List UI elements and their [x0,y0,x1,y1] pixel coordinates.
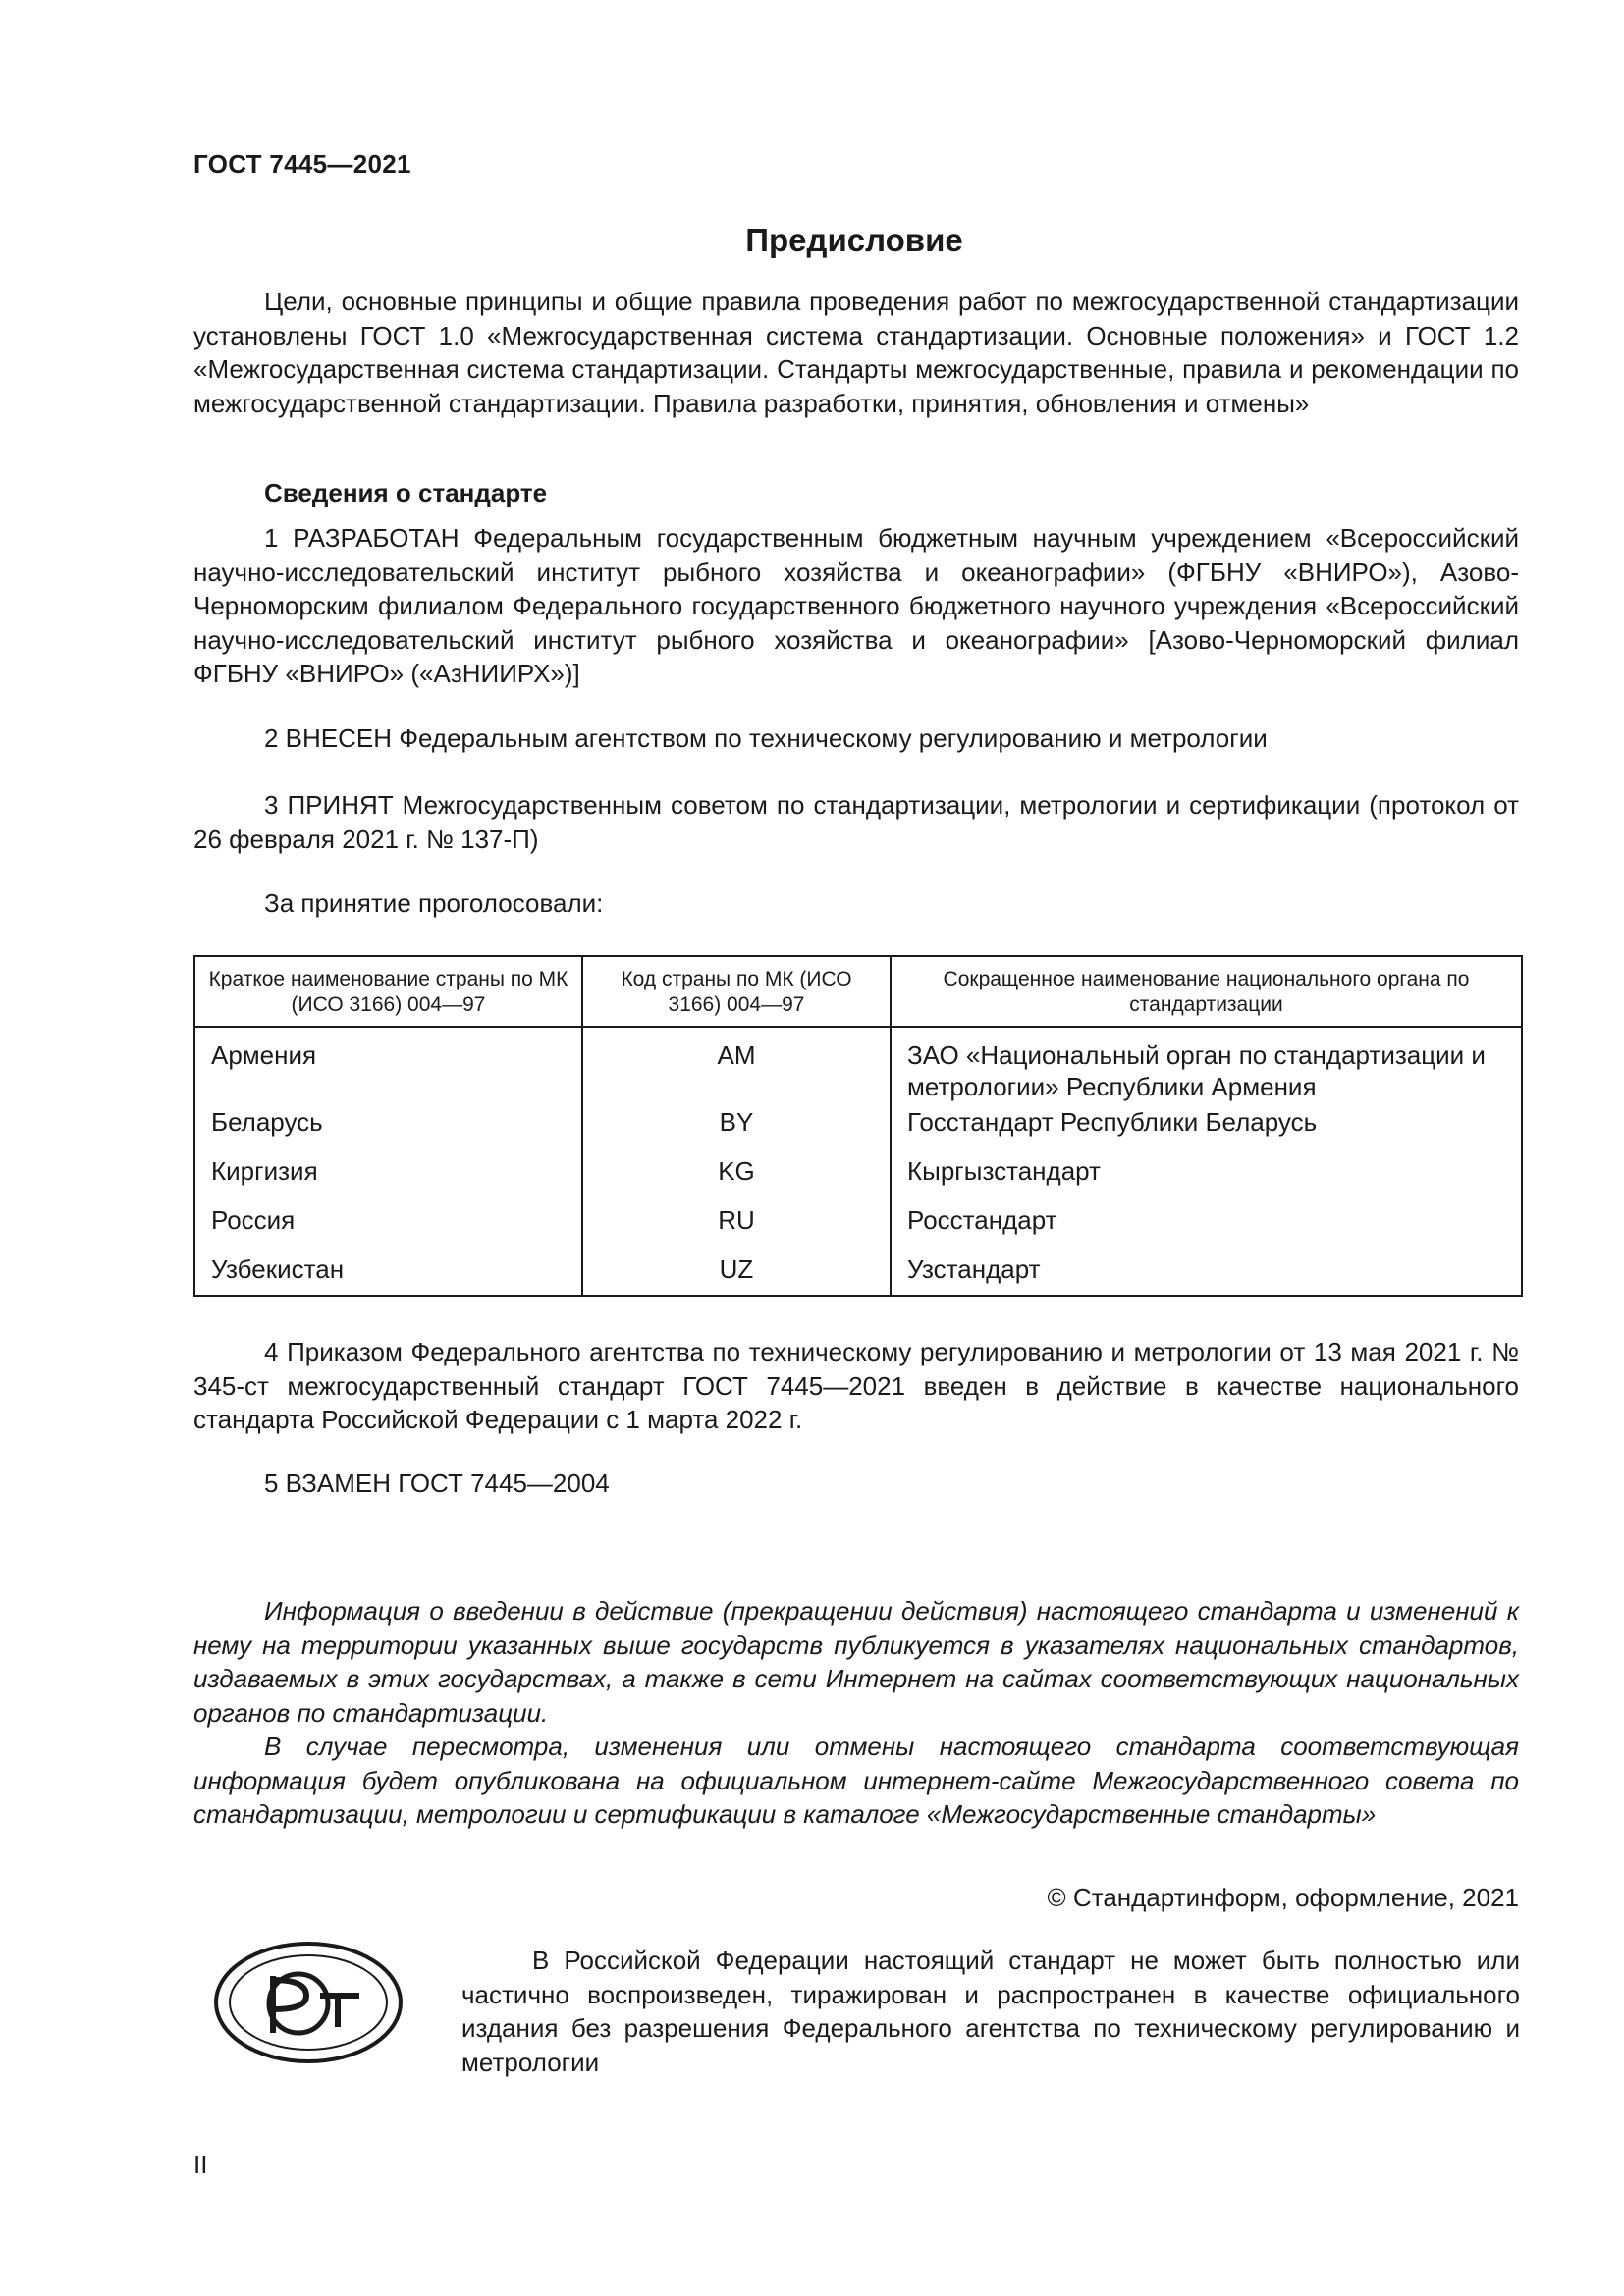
item-adopted-text: 3 ПРИНЯТ Межгосударственным советом по стандартизации, метрологии и сертификации (протокол от 26 февраля 2021 г. № 137-П) [193,790,1519,854]
item-developed-text: 1 РАЗРАБОТАН Федеральным государственным бюджетным научным учреждением «Всероссийский научно-исследовательский институт рыбного хозяйства и океанографии» (ФГБНУ «ВНИРО»), Азово-Черноморским филиалом Федерального государственного бюджетного научного учреждения «Всероссийский научно-исследовательский институт рыбного хозяйства и океанографии» [Азово-Черноморский филиал ФГБНУ «ВНИРО» («АзНИИРХ»)] [193,523,1519,688]
country-cell: Киргизия [194,1155,582,1204]
page-number: II [193,2150,208,2179]
authority-cell: Кыргызстандарт [891,1155,1522,1204]
code-cell: KG [582,1155,891,1204]
column-header-authority: Сокращенное наименование национального органа по стандартизации [891,956,1522,1027]
copyright-line: © Стандартинформ, оформление, 2021 [1047,1883,1519,1912]
authority-cell: Госстандарт Республики Беларусь [891,1106,1522,1155]
authority-cell: ЗАО «Национальный орган по стандартизации и метрологии» Республики Армения [891,1027,1522,1106]
code-cell: UZ [582,1254,891,1296]
table-row [194,1106,1522,1155]
item-introduced-text: 2 ВНЕСЕН Федеральным агентством по техническому регулированию и метрологии [264,723,1268,753]
rights-notice [461,1944,1520,2079]
table-row [194,1254,1522,1296]
document-header-id: ГОСТ 7445—2021 [193,149,411,179]
voting-countries-table [193,955,1523,1297]
code-cell: AM [582,1027,891,1106]
item-developed [193,521,1519,691]
rights-text: В Российской Федерации настоящий стандарт не может быть полностью или частично воспроизведен, тиражирован и распространен в качестве официального издания без разрешения Федерального агентства по техническому регулированию и метрологии [461,1946,1520,2077]
item-enacted [193,1335,1519,1437]
info-heading [193,476,1519,510]
item-enacted-text: 4 Приказом Федерального агентства по техническому регулированию и метрологии от 13 мая 2021 г. № 345-ст межгосударственный стандарт ГОСТ 7445—2021 введен в действие в качестве национального стандарта Российской Федерации с 1 марта 2022 г. [193,1337,1519,1434]
table-row [194,1155,1522,1204]
table-row [194,1027,1522,1106]
code-cell: BY [582,1106,891,1155]
country-cell: Узбекистан [194,1254,582,1296]
rst-certification-logo-icon [212,1939,405,2071]
country-cell: Беларусь [194,1106,582,1155]
voted-label: За принятие проголосовали: [264,888,604,918]
intro-text: Цели, основные принципы и общие правила проведения работ по межгосударственной стандартизации установлены ГОСТ 1.0 «Межгосударственная система стандартизации. Основные положения» и ГОСТ 1.2 «Межгосударственная система стандартизации. Стандарты межгосударственные, правила и рекомендации по межгосударственной стандартизации. Правила разработки, принятия, обновления и отмены» [193,287,1519,418]
country-cell: Россия [194,1204,582,1254]
notice-block [193,1594,1519,1832]
column-header-code: Код страны по МК (ИСО 3166) 004—97 [582,956,891,1027]
table-header-row [194,956,1522,1027]
authority-cell: Росстандарт [891,1204,1522,1254]
intro-paragraph [193,285,1519,420]
item-adopted [193,788,1519,856]
item-replaces: 5 ВЗАМЕН ГОСТ 7445—2004 [264,1468,610,1498]
table-row [194,1204,1522,1254]
info-heading-text: Сведения о стандарте [264,478,548,507]
rst-logo-graphic [212,1939,405,2066]
notice-paragraph-2: В случае пересмотра, изменения или отмены настоящего стандарта соответствующая информация будет опубликована на официальном интернет-сайте Межгосударственного совета по стандартизации, метрологии и сертификации в каталоге «Межгосударственные стандарты» [193,1732,1519,1829]
page-title: Предисловие [745,222,963,258]
column-header-country: Краткое наименование страны по МК (ИСО 3166) 004—97 [194,956,582,1027]
notice-paragraph-1: Информация о введении в действие (прекращении действия) настоящего стандарта и изменений к нему на территории указанных выше государств публикуется в указателях национальных стандартов, издаваемых в этих государствах, а также в сети Интернет на сайтах соответствующих национальных органов по стандартизации. [193,1596,1519,1728]
code-cell: RU [582,1204,891,1254]
authority-cell: Узстандарт [891,1254,1522,1296]
item-introduced [193,721,1519,756]
country-cell: Армения [194,1027,582,1106]
